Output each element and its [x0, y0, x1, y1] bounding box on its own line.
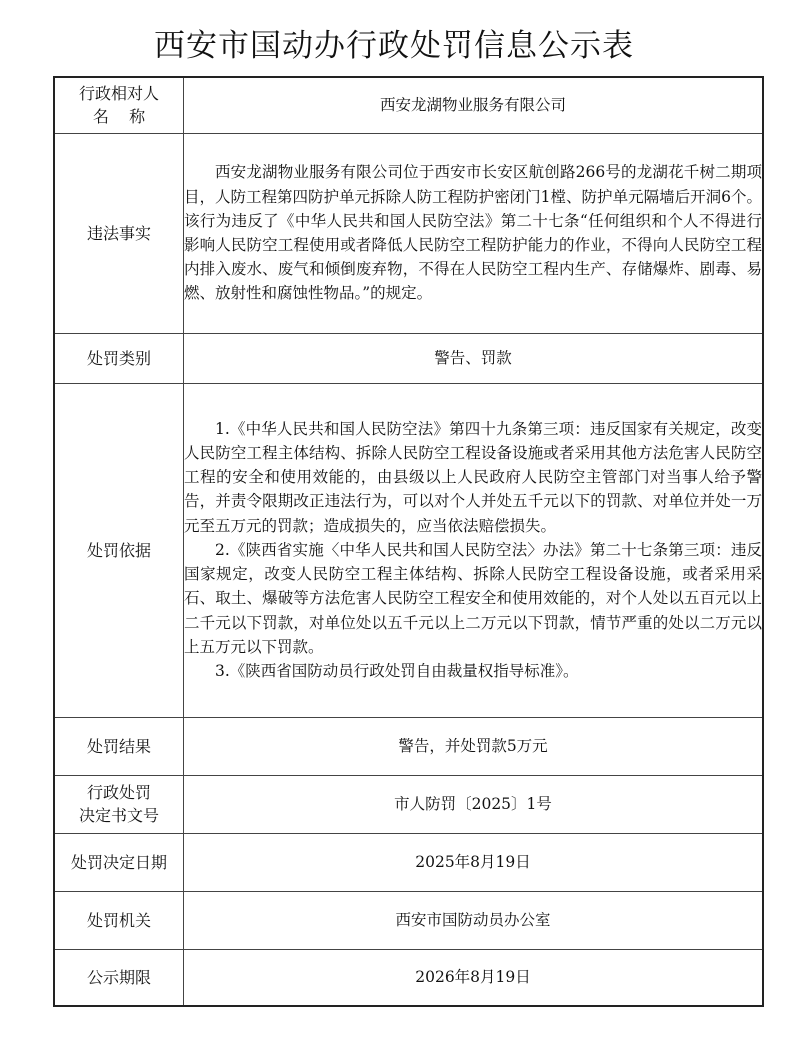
date-value: 2025年8月19日 — [184, 833, 764, 891]
table-row-party — [54, 77, 763, 133]
table-row-basis — [54, 383, 763, 717]
category-value: 警告、罚款 — [184, 333, 764, 383]
facts-label: 违法事实 — [54, 133, 184, 333]
facts-text: 西安龙湖物业服务有限公司位于西安市长安区航创路266号的龙湖花千树二期项目，人防工程第四防护单元拆除人防工程防护密闭门1樘、防护单元隔墙后开洞6个。该行为违反了《中华人民共和国人民防空法》第二十七条“任何组织和个人不得进行影响人民防空工程使用或者降低人民防空工程防护能力的作业，不得向人民防空工程内排入废水、废气和倾倒废弃物，不得在人民防空工程内生产、存储爆炸、剧毒、易燃、放射性和腐蚀性物品。”的规定。 — [184, 163, 762, 303]
result-label: 处罚结果 — [54, 717, 184, 775]
party-name-label-line1: 行政相对人 — [78, 84, 159, 104]
basis-value — [184, 383, 764, 717]
basis-item-1: 1.《中华人民共和国人民防空法》第四十九条第三项：违反国家有关规定，改变人民防空工程主体结构、拆除人民防空工程设备设施或者采用其他方法危害人民防空工程的安全和使用效能的，由县级以上人民政府人民防空主管部门对当事人给予警告，并责令限期改正违法行为，可以对个人并处五千元以下的罚款、对单位并处一万元至五万元的罚款；造成损失的，应当依法赔偿损失。 — [184, 419, 762, 535]
party-name-label — [54, 77, 184, 133]
table-row-doc-no — [54, 775, 763, 833]
period-label: 公示期限 — [54, 949, 184, 1006]
doc-no-label-line1: 行政处罚 — [86, 783, 151, 802]
table-row-facts — [54, 133, 763, 333]
table-row-result — [54, 717, 763, 775]
party-name-value: 西安龙湖物业服务有限公司 — [184, 77, 764, 133]
party-name-label-line2: 名 称 — [92, 107, 146, 127]
basis-item-3: 3.《陕西省国防动员行政处罚自由裁量权指导标准》。 — [215, 661, 579, 680]
basis-label: 处罚依据 — [54, 383, 184, 717]
result-value: 警告，并处罚款5万元 — [184, 717, 764, 775]
date-label: 处罚决定日期 — [54, 833, 184, 891]
facts-value — [184, 133, 764, 333]
doc-no-label — [54, 775, 184, 833]
table-row-period — [54, 949, 763, 1006]
doc-no-label-line2: 决定书文号 — [78, 806, 159, 825]
penalty-info-table — [53, 76, 764, 1007]
authority-label: 处罚机关 — [54, 891, 184, 949]
authority-value: 西安市国防动员办公室 — [184, 891, 764, 949]
basis-item-2: 2.《陕西省实施〈中华人民共和国人民防空法〉办法》第二十七条第三项：违反国家规定，改变人民防空工程主体结构、拆除人民防空工程设备设施，或者采用采石、取土、爆破等方法危害人民防空工程安全和使用效能的，对个人处以五百元以上二千元以下罚款，对单位处以五千元以上二万元以下罚款，情节严重的处以二万元以上五万元以下罚款。 — [184, 540, 762, 656]
page-title: 西安市国动办行政处罚信息公示表 — [154, 28, 634, 64]
doc-no-value: 市人防罚〔2025〕1号 — [184, 775, 764, 833]
category-label: 处罚类别 — [54, 333, 184, 383]
table-row-date — [54, 833, 763, 891]
table-row-category — [54, 333, 763, 383]
period-value: 2026年8月19日 — [184, 949, 764, 1006]
table-row-authority — [54, 891, 763, 949]
